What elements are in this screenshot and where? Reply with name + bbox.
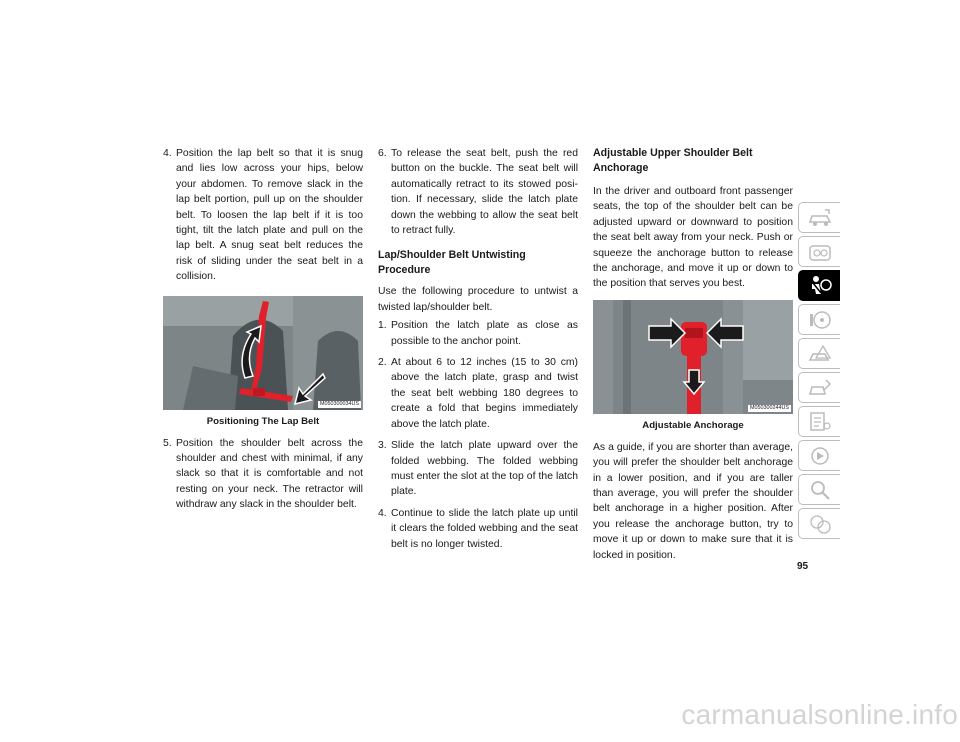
list-item-5 [163, 436, 363, 513]
side-tab-language[interactable] [798, 508, 840, 539]
list-number: 3. [378, 440, 387, 452]
side-tab-specifications[interactable] [798, 406, 840, 437]
list-item-6 [378, 146, 578, 238]
step-1 [378, 318, 578, 349]
anchorage-paragraph: In the driver and outboard front passenger seats, the top of the shoulder belt can be adjusted upward or downward to position the seat belt away from your neck. Push or squeeze the anchorage button to release the anchorage, and move it up or down to the position that serves you best. [593, 186, 793, 290]
warning-light-icon [807, 342, 833, 366]
list-text: Position the shoulder belt across the shoulder and chest with minimal, if any slack so that it is comfortable and not resting on your neck. The retractor will withdraw any slack in the shoulder belt. [176, 437, 363, 511]
intro-paragraph: Use the following procedure to untwist a twisted lap/shoulder belt. [378, 286, 578, 313]
guide-paragraph: As a guide, if you are shorter than average, you will prefer the shoulder belt anchorage in a lower position, and if you are taller than average, you will prefer the shoulder belt anchorage in a higher position. After you release the anchorage button, try to move it up or down to make sure that it is locked in position. [593, 441, 793, 561]
list-number: 2. [378, 357, 387, 369]
list-text: Position the latch plate as close as possible to the anchor point. [391, 320, 578, 347]
figure-caption: Positioning The Lap Belt [206, 415, 320, 427]
side-tab-dashboard[interactable] [798, 236, 840, 267]
middle-column [378, 146, 578, 552]
side-tab-starting[interactable] [798, 304, 840, 335]
section-heading: Lap/Shoulder Belt Untwisting Procedure [378, 249, 526, 277]
side-tab-service[interactable] [798, 372, 840, 403]
watermark: carmanualsonline.info [681, 699, 958, 730]
figure-code: M050300034US [320, 400, 359, 407]
side-tab-index[interactable] [798, 474, 840, 505]
step-2 [378, 355, 578, 432]
list-text: To release the seat belt, push the red button on the buckle. The seat belt will automatically retract to its stowed posi-tion. If necessary, slide the latch plate down the webbing to allow the seat belt to retract fully. [391, 148, 578, 237]
car-service-icon [807, 376, 833, 400]
steering-wheel-icon [807, 308, 833, 332]
figure-code: M050300244US [750, 404, 789, 411]
list-number: 4. [378, 507, 387, 519]
lap-belt-figure [163, 296, 363, 410]
vehicle-key-icon [807, 206, 833, 230]
left-column [163, 146, 363, 513]
step-3 [378, 438, 578, 500]
dashboard-gauge-icon [807, 240, 833, 264]
list-text: At about 6 to 12 inches (15 to 30 cm) above the latch plate, grasp and twist the seat belt webbing 180 degrees to create a fold that begins immediately above the latch plate. [391, 357, 578, 430]
page-number: 95 [797, 561, 809, 572]
specifications-list-icon [807, 410, 833, 434]
section-heading: Adjustable Upper Shoulder Belt Anchorage [593, 147, 753, 174]
lap-belt-illustration [163, 296, 363, 410]
side-tab-safety[interactable] [798, 270, 840, 301]
list-text: Slide the latch plate upward over the folded webbing. The folded webbing must enter the slot at the top of the latch plate. [391, 440, 578, 498]
list-item-4 [163, 146, 363, 285]
list-number: 4. [163, 148, 172, 159]
figure-caption: Adjustable Anchorage [642, 419, 744, 431]
side-tab-multimedia[interactable] [798, 440, 840, 471]
list-text: Position the lap belt so that it is snug and lies low across your hips, below your abdomen. To remove slack in the lap belt portion, pull up on the shoulder belt. To loosen the lap belt if it is too tight, tilt the latch plate and pull on the lap belt. A snug seat belt reduces the risk of sliding under the seat belt in a collision. [176, 148, 363, 283]
language-icon [807, 512, 833, 536]
anchorage-illustration [593, 300, 793, 414]
step-4 [378, 506, 578, 552]
right-column [593, 146, 793, 563]
anchorage-figure [593, 300, 793, 414]
multimedia-icon [807, 444, 833, 468]
list-number: 5. [163, 437, 172, 449]
list-text: Continue to slide the latch plate up until it clears the folded webbing and the seat belt is no longer twisted. [391, 507, 578, 550]
side-tab-warnings[interactable] [798, 338, 840, 369]
list-number: 6. [378, 148, 387, 159]
safety-airbag-icon [807, 274, 833, 298]
side-tab-vehicle[interactable] [798, 202, 840, 233]
index-search-icon [807, 478, 833, 502]
list-number: 1. [378, 320, 387, 332]
